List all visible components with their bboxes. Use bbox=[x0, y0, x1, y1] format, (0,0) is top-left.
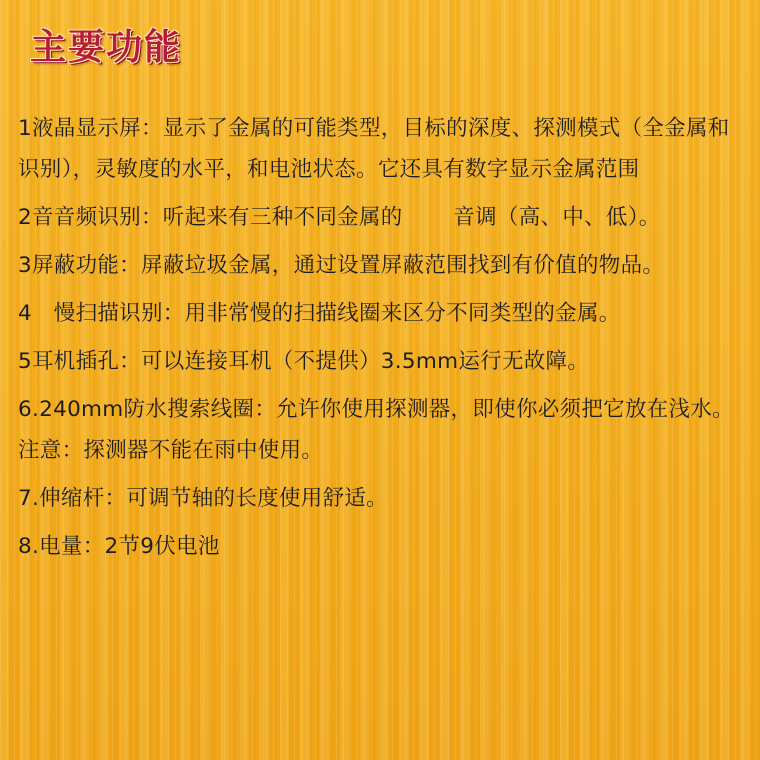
page-title: 主要功能 bbox=[30, 27, 183, 68]
feature-paragraph: 1液晶显示屏：显示了金属的可能类型，目标的深度、探测模式（全金属和识别），灵敏度的水平，和电池状态。它还具有数字显示金属范围 bbox=[18, 116, 730, 182]
feature-paragraph: 6.240mm防水搜索线圈：允许你使用探测器，即使你必须把它放在浅水。注意：探测器不能在雨中使用。 bbox=[18, 397, 734, 463]
feature-paragraph: 2音音频识别：听起来有三种不同金属的 音调（高、中、低）。 bbox=[18, 205, 661, 230]
feature-paragraph: 5耳机插孔：可以连接耳机（不提供）3.5mm运行无故障。 bbox=[18, 349, 590, 374]
feature-list bbox=[18, 108, 746, 567]
feature-paragraph: 8.电量：2节9伏电池 bbox=[18, 534, 220, 559]
feature-paragraph: 4 慢扫描识别：用非常慢的扫描线圈来区分不同类型的金属。 bbox=[18, 301, 621, 326]
feature-paragraph: 7.伸缩杆：可调节轴的长度使用舒适。 bbox=[18, 486, 388, 511]
feature-paragraph: 3屏蔽功能：屏蔽垃圾金属，通过设置屏蔽范围找到有价值的物品。 bbox=[18, 253, 665, 278]
